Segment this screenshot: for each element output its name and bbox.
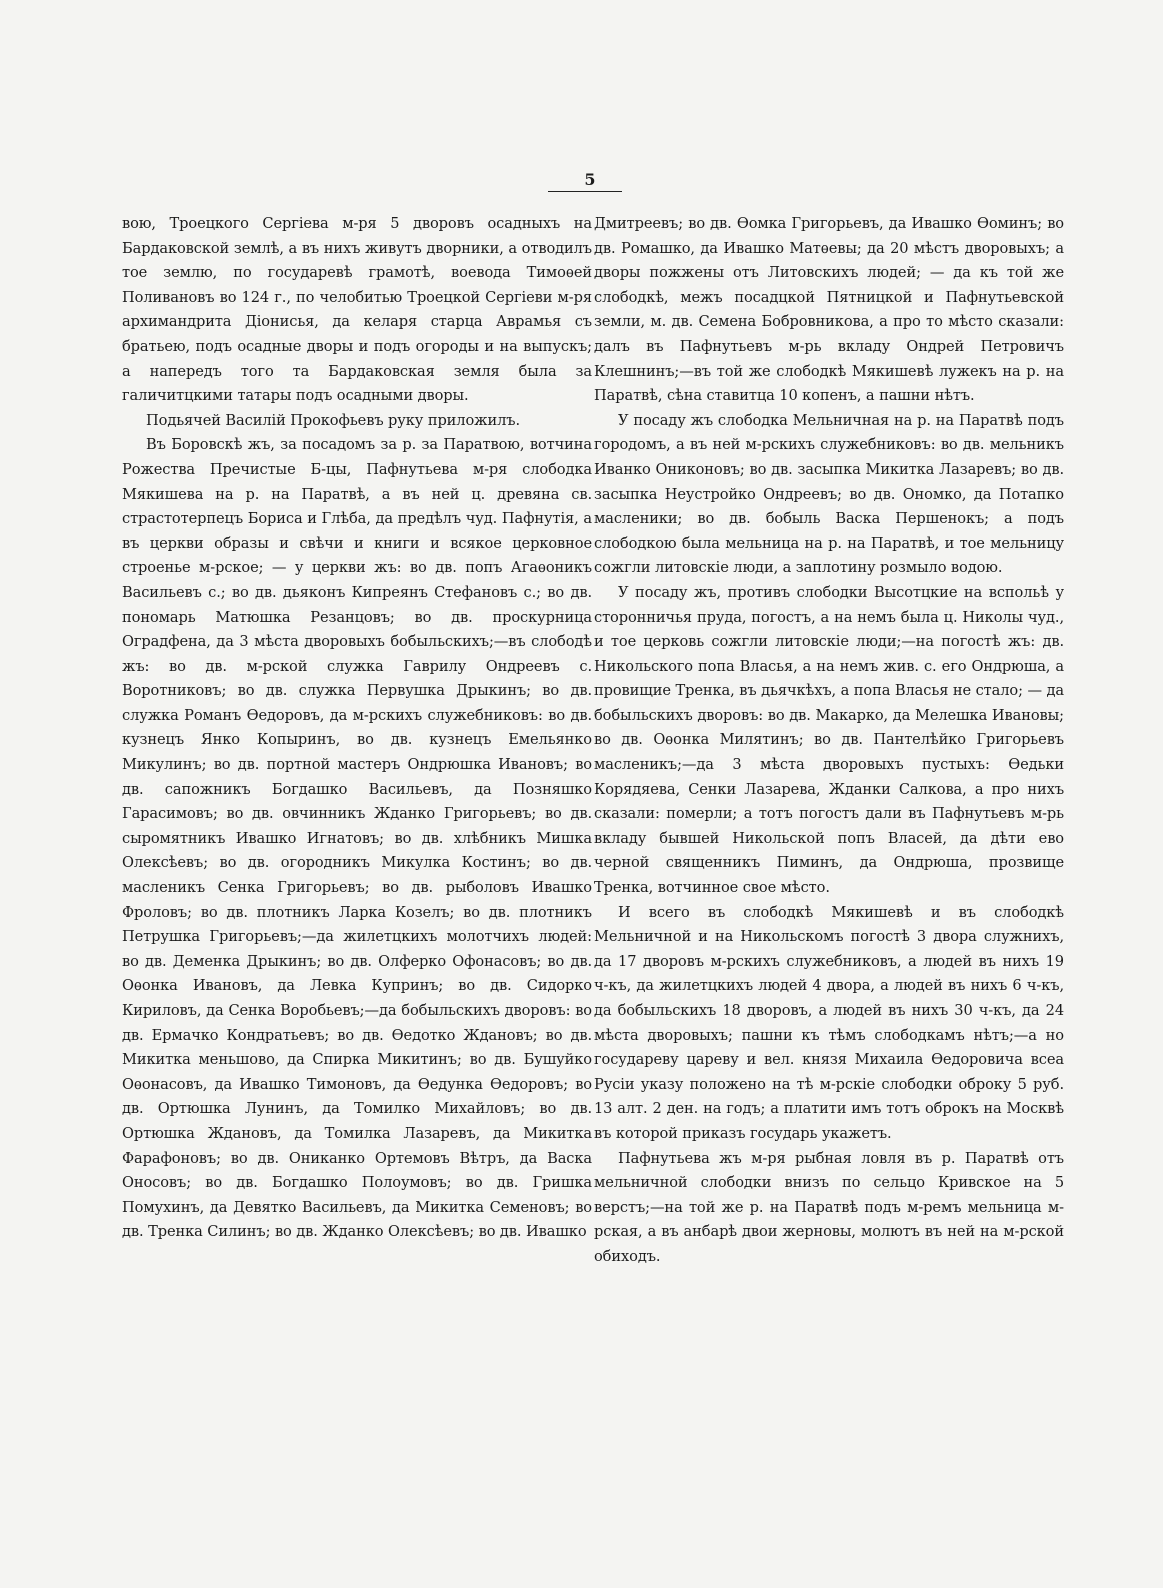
paragraph: Пафнутьева жъ м-ря рыбная ловля въ р. Паратвѣ отъ мельничной слободки внизъ по сельцо Кривское на 5 верстъ;—на той же р. на Паратвѣ подъ м-ремъ мельница м-рская, а въ анбарѣ двои жерновы, молютъ въ ней на м-рской обиходъ. (594, 1149, 1064, 1265)
page-number: 5 (584, 170, 596, 189)
paragraph: Дмитреевъ; во дв. Ѳомка Григорьевъ, да Ивашко Ѳоминъ; во дв. Ромашко, да Ивашко Матѳевы; да 20 мѣстъ дворовыхъ; а дворы пожжены отъ Литовскихъ людей; — да къ той же слободкѣ, межъ посадцкой Пятницкой и Пафнутьевской земли, м. дв. Семена Бобровникова, а про то мѣсто сказали: далъ въ Пафнутьевъ м-рь вкладу Ондрей Петровичъ Клешнинъ;—въ той же слободкѣ Мякишевѣ лужекъ на р. на Паратвѣ, сѣна ставитца 10 копенъ, а пашни нѣтъ. (594, 215, 1064, 405)
left-column (122, 212, 592, 1245)
paragraph: Подьячей Василiй Прокофьевъ руку приложилъ. (146, 411, 521, 429)
paragraph: И всего въ слободкѣ Мякишевѣ и въ слободкѣ Мельничной и на Никольскомъ погостѣ 3 двора служнихъ, да 17 дворовъ м-рскихъ служебниковъ, а людей въ нихъ 19 ч-къ, да жилетцкихъ людей 4 двора, а людей въ нихъ 6 ч-къ, да бобыльскихъ 18 дворовъ, а людей въ нихъ 30 ч-къ, да 24 мѣста дворовыхъ; пашни къ тѣмъ слободкамъ нѣтъ;—а но государеву цареву и вел. князя Михаила Ѳедоровича всеа Русiи указу положено на тѣ м-рскiе слободки оброку 5 руб. 13 алт. 2 ден. на годъ; а платити имъ тотъ оброкъ на Москвѣ въ которой приказъ государь укажетъ. (594, 903, 1064, 1142)
paragraph: вою, Троецкого Сергiева м-ря 5 дворовъ осадныхъ на Бардаковской землѣ, а въ нихъ живутъ дворники, а отводилъ тое землю, по государевѣ грамотѣ, воевода Тимоѳей Поливановъ во 124 г., по челобитью Троецкой Сергiеви м-ря архимандрита Дiонисья, да келаря старца Аврамья съ братьею, подъ осадные дворы и подъ огороды и на выпускъ; а напередъ того та Бардаковская земля была за галичитцкими татары подъ осадными дворы. (122, 215, 592, 405)
paragraph: У посаду жъ, противъ слободки Высотцкие на вспольѣ у сторонничья пруда, погостъ, а на немъ была ц. Николы чуд., и тое церковь сожгли литовскiе люди;—на погостѣ жъ: дв. Никольского попа Власья, а на немъ жив. с. его Ондрюша, а провищие Тренка, въ дьячкѣхъ, а попа Власья не стало; — да бобыльскихъ дворовъ: во дв. Макарко, да Мелешка Ивановы; во дв. Оѳонка Милятинъ; во дв. Пантелѣйко Григорьевъ масленикъ;—да 3 мѣста дворовыхъ пустыхъ: Ѳедьки Корядяева, Сенки Лазарева, Жданки Салкова, а про нихъ сказали: померли; а тотъ погостъ дали въ Пафнутьевъ м-рь вкладу бывшей Никольской попъ Власей, да дѣти ево черной священникъ Пиминъ, да Ондрюша, прозвище Тренка, вотчинное свое мѣсто. (594, 583, 1064, 897)
page-number-rule (548, 191, 622, 192)
right-column (594, 212, 1064, 1270)
paragraph: Въ Боровскѣ жъ, за посадомъ за р. за Паратвою, вотчина Рожества Пречистые Б-цы, Пафнутьева м-ря слободка Мякишева на р. на Паратвѣ, а въ ней ц. древяна св. страстотерпецъ Бориса и Глѣба, да предѣлъ чуд. Пафнутiя, а въ церкви образы и свѣчи и книги и всякое церковное строенье м-рское; — у церкви жъ: во дв. попъ Агаѳоникъ Васильевъ с.; во дв. дьяконъ Кипреянъ Стефановъ с.; во дв. пономарь Матюшка Резанцовъ; во дв. проскурница Оградфена, да 3 мѣста дворовыхъ бобыльскихъ;—въ слободѣ жъ: во дв. м-рской служка Гаврилу Ондреевъ с. Воротниковъ; во дв. служка Первушка Дрыкинъ; во дв. служка Романъ Ѳедоровъ, да м-рскихъ служебниковъ: во дв. кузнецъ Янко Копыринъ, во дв. кузнецъ Емельянко Микулинъ; во дв. портной мастеръ Ондрюшка Ивановъ; во дв. сапожникъ Богдашко Васильевъ, да Позняшко Гарасимовъ; во дв. овчинникъ Жданко Григорьевъ; во дв. сыромятникъ Ивашко Игнатовъ; во дв. хлѣбникъ Мишка Олексѣевъ; во дв. огородникъ Микулка Костинъ; во дв. масленикъ Сенка Григорьевъ; во дв. рыболовъ Ивашко Фроловъ; во дв. плотникъ Ларка Козелъ; во дв. плотникъ Петрушка Григорьевъ;—да жилетцкихъ молотчихъ людей: во дв. Деменка Дрыкинъ; во дв. Олферко Офонасовъ; во дв. Оѳонка Ивановъ, да Левка Купринъ; во дв. Сидорко Кириловъ, да Сенка Воробьевъ;—да бобыльскихъ дворовъ: во дв. Ермачко Кондратьевъ; во дв. Ѳедотко Ждановъ; во дв. Микитка меньшово, да Спирка Микитинъ; во дв. Бушуйко Оѳонасовъ, да Ивашко Тимоновъ, да Ѳедунка Ѳедоровъ; во дв. Ортюшка Лунинъ, да Томилко Михайловъ; во дв. Ортюшка Ждановъ, да Томилка Лазаревъ, да Микитка Фарафоновъ; во дв. Ониканко Ортемовъ Вѣтръ, да Васка Оносовъ; во дв. Богдашко Полоумовъ; во дв. Гришка Помухинъ, да Девятко Васильевъ, да Микитка Семеновъ; во дв. Тренка Силинъ; во дв. Жданко Олексѣевъ; во дв. Ивашко (122, 436, 592, 1241)
paragraph: У посаду жъ слободка Мельничная на р. на Паратвѣ подъ городомъ, а въ ней м-рскихъ служебниковъ: во дв. мельникъ Иванко Ониконовъ; во дв. засыпка Микитка Лазаревъ; во дв. засыпка Неустройко Ондреевъ; во дв. Ономко, да Потапко масленики; во дв. бобыль Васка Першенокъ; а подъ слободкою была мельница на р. на Паратвѣ, и тое мельницу сожгли литовскiе люди, а заплотину розмыло водою. (594, 411, 1064, 577)
